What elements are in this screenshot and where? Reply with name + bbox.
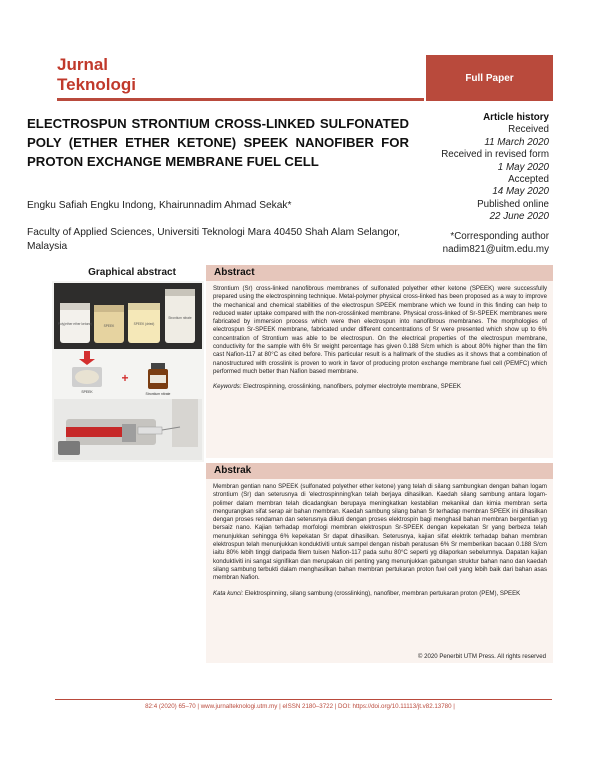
article-history — [441, 112, 549, 224]
journal-title-line2: Teknologi — [57, 75, 137, 94]
abstract-text: Strontium (Sr) cross-linked nanofibrous membranes of sulfonated polyether ether ketone (SPEEK) were successfully prepared using the electrospinning technique. Metal-polymer physical cross-linked has been proposed as a way to improve the mechanical and chemical stabilities of the electrospun SPEEK membrane which we found in this finding can help to reduced water uptake compared with the non-crosslinked membrane. Physical cross-linked of Sr-SPEEK membranes were fabricated by immersion process which were then electrospun into nanofibrous membranes. The morphologies of electrospun Sr-SPEEK membrane, fabricated under different concentrations of Sr were presented which show up to 6% concentration of Strontium was able to be electrospun. On the electrical properties of the electrospun membrane, conductivity for the sample with 6% Sr weight percentage has given 0.188 S/cm which is about 80% higher than the film cast Nafion-117 at 80°C as cited before. This particular result is a hallmark of the studies as it shows that a combination of nanostructured with crosslink is proven to work in favor of producing proton exchange membrane fuel cell (PEMFC) which performed much better than Nafion based membrane. — [213, 285, 547, 375]
jar-label-2: SPEEK — [103, 324, 115, 328]
abstract-section — [206, 265, 553, 458]
abstrak-keywords — [206, 583, 553, 598]
abstract-keywords — [206, 376, 553, 391]
accepted-date: 14 May 2020 — [492, 186, 549, 198]
jar-label-1: Poly(ether ether ketone) — [57, 322, 93, 326]
jar-label-4: Strontium nitrate — [168, 316, 192, 320]
corresponding-email[interactable]: nadim821@uitm.edu.my — [442, 244, 549, 255]
abstrak-section — [206, 463, 553, 663]
speek-label: SPEEK — [81, 390, 93, 394]
jar-label-3: SPEEK (dried) — [133, 322, 155, 326]
footer-divider — [55, 699, 552, 700]
copyright: © 2020 Penerbit UTM Press. All rights reserved — [417, 653, 546, 660]
kata-kunci-label: Kata kunci: — [213, 589, 244, 597]
paper-title: ELECTROSPUN STRONTIUM CROSS-LINKED SULFONATED POLY (ETHER ETHER KETONE) SPEEK NANOFIBER FOR PROTON EXCHANGE MEMBRANE FUEL CELL — [27, 116, 409, 169]
strontium-label: Strontium nitrate — [145, 392, 171, 396]
keywords-label: Keywords: — [213, 383, 242, 391]
authors: Engku Safiah Engku Indong, Khairunnadim Ahmad Sekak* — [27, 200, 292, 211]
journal-title — [57, 55, 136, 95]
corresponding-author — [443, 230, 549, 256]
abstrak-heading: Abstrak — [206, 463, 553, 479]
strontium-bottle — [148, 363, 168, 389]
graphical-abstract-figure — [52, 281, 204, 462]
abstract-heading: Abstract — [206, 265, 553, 281]
published-label: Published online — [477, 198, 549, 210]
corresponding-label: *Corresponding author — [450, 231, 549, 242]
abstrak-text: Membran gentian nano SPEEK (sulfonated polyether ether ketone) yang telah di silang sambungkan dengan bahan logam strontium (Sr) dan seterusnya di 'electrospinning'kan telah berjaya dihasilkan. Kaedah silang sambung antara logam-polimer dalam membran telah dicadangkan berupaya meningkatkan kestabilan mekanikal dan kimia membran serta mengurangkan sifat serap air bahan membran. Kaedah sambung silang bahan Sr terhadap membran SPEEK ini dihasilkan dengan proses rendaman dan seterusnya diikuti dengan proses elektrospin bagi menghasil bahan membran bergentian yg bersaiz nano. Kajian terhadap morfologi membran elektrospun Sr-SPEEK dengan kepekatan Sr yang berbeza telah menunjukkan sehingga 6% kepekatan Sr dapat dihasilkan. Seterusnya, kajian sifat elektrik terhadap bahan membran elektrospun telah menunjukkan konduktiviti untuk sampel dengan nisbah peratusan 6% Sr memberikan bacaan 0.188 S/cm iaitu 80% lebih tinggi daripada filem tuisen Nafion-117 pada suhu 80°C seperti yg dilaporkan sebelumnya. Dapatan kajian konduktiviti ini sangat signifikan dan merupakan ciri penting yang menunjukkan gabungan struktur bahan nano dan kaedah silang sambung terbukti dalam menghasilkan bahan membran pertukaran proton fuel cell yang lebih baik dari bahan asas membran Nafion. — [213, 483, 547, 582]
speek-sample — [72, 367, 102, 387]
published-date: 22 June 2020 — [489, 211, 549, 223]
accepted-label: Accepted — [508, 174, 549, 186]
plus-sign: + — [121, 371, 129, 385]
keywords-text: Electrospinning, crosslinking, nanofibers, polymer electrolyte membrane, SPEEK — [243, 383, 461, 391]
electrospinning-setup — [54, 399, 202, 460]
footer-citation: 82:4 (2020) 65–70 | www.jurnalteknologi.utm.my | eISSN 2180–3722 | DOI: https://doi.org/10.11113/jt.v82.13780 | — [145, 703, 455, 710]
graphical-abstract-illustration — [52, 281, 204, 462]
header-divider — [57, 98, 424, 101]
affiliation: Faculty of Applied Sciences, Universiti Teknologi Mara 40450 Shah Alam Selangor, Malaysia — [27, 227, 400, 252]
received-date: 11 March 2020 — [484, 136, 549, 148]
revised-label: Received in revised form — [441, 149, 549, 161]
graphical-abstract-heading: Graphical abstract — [88, 267, 176, 278]
paper-type-badge: Full Paper — [426, 55, 553, 101]
journal-title-line1: Jurnal — [57, 55, 109, 74]
received-label: Received — [508, 124, 549, 136]
kata-kunci-text: Elektrospinning, silang sambung (crosslinking), nanofiber, membran pertukaran proton (PEM), SPEEK — [244, 589, 521, 597]
revised-date: 1 May 2020 — [497, 161, 549, 173]
history-heading: Article history — [483, 112, 549, 123]
